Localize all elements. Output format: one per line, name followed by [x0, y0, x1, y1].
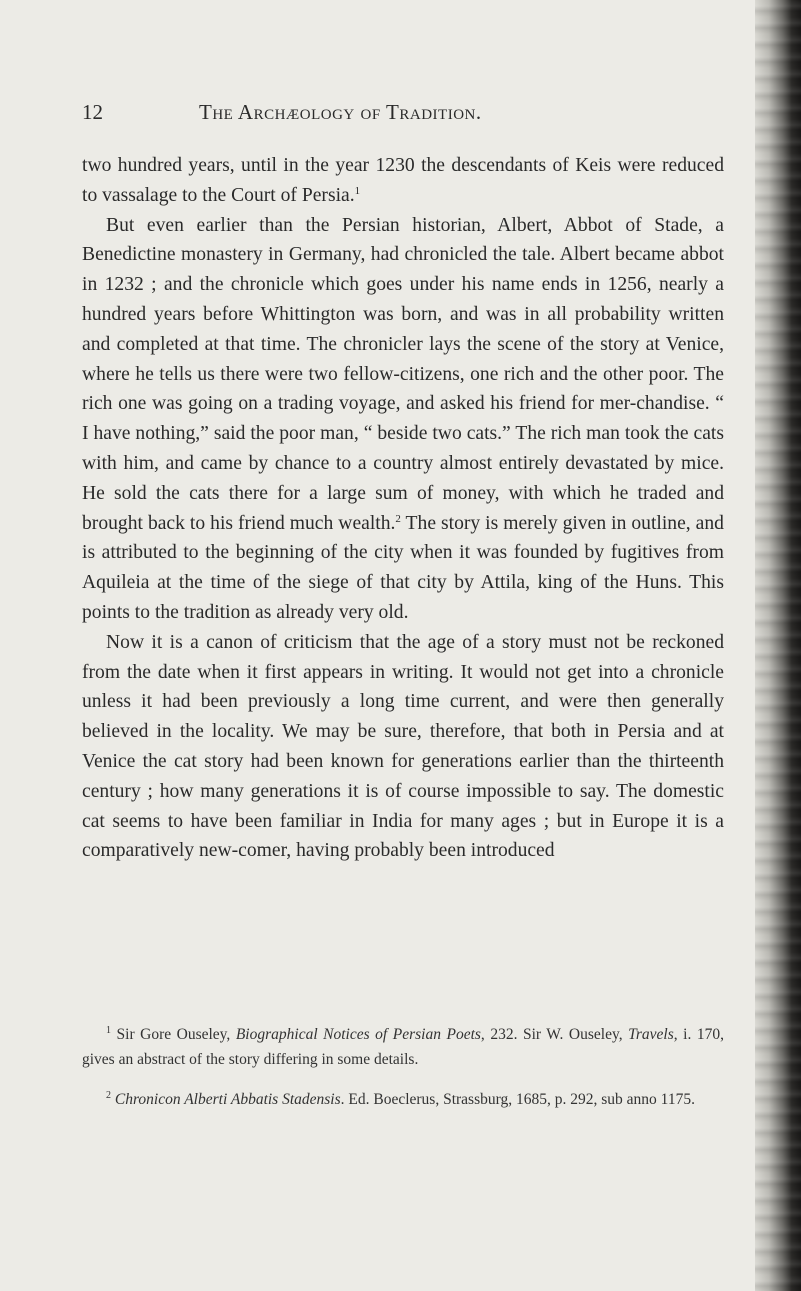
- footnote-1-text-b: , 232. Sir W. Ouseley,: [480, 1026, 629, 1043]
- footnote-1-text-a: Sir Gore Ouseley,: [111, 1026, 236, 1043]
- footnote-1-title-1: Biographical Notices of Persian Poets: [235, 1026, 481, 1043]
- footnote-2-mark: 2: [106, 1090, 111, 1101]
- page-header: [82, 100, 732, 128]
- footnote-1-mark: 1: [106, 1025, 111, 1036]
- page-number: 12: [82, 100, 103, 124]
- book-spine-texture: [755, 0, 801, 1291]
- footnotes: [82, 1023, 724, 1113]
- paragraph-1-text: two hundred years, until in the year 1230 the descendants of Keis were reduced to vassalage to the Court of Persia.: [82, 155, 724, 206]
- body-text: [82, 151, 724, 866]
- footnote-2-title: Chronicon Alberti Abbatis Stadensis: [114, 1091, 341, 1108]
- footnote-ref-2: 2: [395, 512, 401, 525]
- footnote-ref-1: 1: [354, 184, 361, 197]
- paragraph-2: [82, 211, 724, 628]
- paragraph-1: [82, 151, 724, 211]
- paragraph-3: Now it is a canon of criticism that the age of a story must not be reckoned from the date when it first appears in writing. It would not get into a chronicle unless it had been previously a long time current, and were then generally believed in the locality. We may be sure, therefore, that both in Persia and at Venice the cat story had been known for generations earlier than the thirteenth century ; how many generations it is of course impossible to say. The domestic cat seems to have been familiar in India for many ages ; but in Europe it is a comparatively new-comer, having probably been introduced: [82, 631, 724, 862]
- footnote-1: [82, 1023, 724, 1072]
- footnote-2: [82, 1088, 724, 1113]
- footnote-1-text-c: , i. 170, gives an abstract of the story differing in some details.: [82, 1026, 724, 1068]
- paragraph-2-text-a: But even earlier than the Persian historian, Albert, Abbot of Stade, a Benedictine monastery in Germany, had chronicled the tale. Albert became abbot in 1232 ; and the chronicle which goes under his name ends in 1256, nearly a hundred years before Whittington was born, and was in all probability written and completed at that time. The chronicler lays the scene of the story at Venice, where he tells us there were two fellow-citizens, one rich and the other poor. The rich one was going on a trading voyage, and asked his friend for mer-chandise. “ I have nothing,” said the poor man, “ beside two cats.” The rich man took the cats with him, and came by chance to a country almost entirely devastated by mice. He sold the cats there for a large sum of money, with which he traded and brought back to his friend much wealth.: [82, 214, 724, 534]
- paragraph-2-text-b: The story is merely given in outline, and is attributed to the beginning of the city when it was founded by fugitives from Aquileia at the time of the siege of that city by Attila, king of the Huns. This points to the tradition as already very old.: [82, 512, 724, 623]
- running-head: The Archæology of Tradition.: [199, 100, 482, 124]
- footnote-1-title-2: Travels: [628, 1026, 674, 1043]
- footnote-2-text: . Ed. Boeclerus, Strassburg, 1685, p. 292, sub anno 1175.: [340, 1091, 695, 1108]
